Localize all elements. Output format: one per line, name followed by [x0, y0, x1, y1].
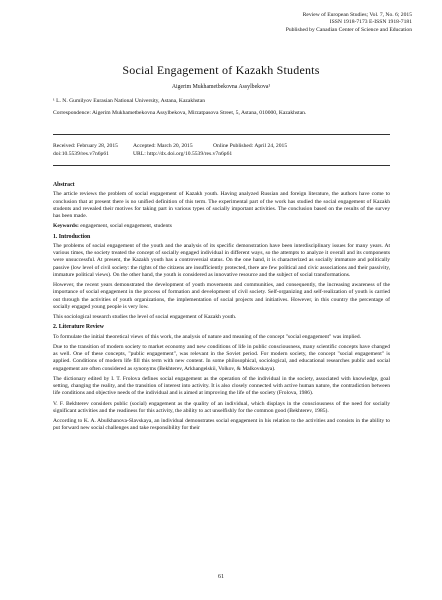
received-date: Received: February 28, 2015: [53, 143, 118, 149]
keywords-list: engagement, social engagement, students: [78, 223, 172, 230]
section-1-paragraph-1: The problems of social engagement of the youth and the analysis of its specific demonstration have been interdisciplinary issues for many years. At various times, the society treated the concept of socially engaged individual in different ways, so the attempts to analyze it overall and its components were unsuccessful. At present, the Kazakh youth has a controversial status. On the one hand, it is characterized as socially immature and politically passive (low level of civil society: the rights of the citizens are insufficiently protected, there are few political and civic associations and their passivity, immature political views). On the other hand, the youth is considered as innovative resource and the subject of social transformations.: [53, 242, 390, 278]
abstract-text: The article reviews the problem of social engagement of Kazakh youth. Having analyzed Russian and foreign literature, the authors have come to conclusion that at present there is no unified definition of this term. The experimental part of the work has studied the social engagement of Kazakh students and revealed their motives for taking part in various types of socially important activities. The conclusion based on the results of the survey has been made.: [53, 191, 390, 219]
section-2-paragraph-3: The dictionary edited by I. T. Frolova defines social engagement as the operation of the individual in the society, associated with knowledge, goal setting, changing the reality, and the transition of interest into activity. It is also closely connected with active human nature, the contradiction between life conditions and objective needs of the individual and is aimed at improving the life of the society (Frolova, 1986).: [53, 375, 390, 397]
doi-url: URL: http://dx.doi.org/10.5539/res.v7n6p61: [133, 151, 233, 157]
section-2-paragraph-4: V. F. Bekhterev considers public (social) engagement as the quality of an individual, which displays in the consciousness of the need for socially significant activities and the readiness for this activity, the ability to act unselfishly for the common good (Bekhterev, 1985).: [53, 400, 390, 414]
keywords-label: Keywords:: [53, 223, 79, 230]
affiliation: ¹ L. N. Gumilyov Eurasian National University, Astana, Kazakhstan: [53, 98, 206, 104]
section-2-paragraph-5: According to K. A. Abulkhanova-Slavskaya, an individual demonstrates social engagement in his relation to the activities and consists in the ability to put forward new social challenges and take responsibility for their: [53, 418, 390, 432]
abstract-heading: Abstract: [53, 182, 75, 188]
article-body: [53, 179, 390, 436]
section-1-paragraph-3: This sociological research studies the level of social engagement of Kazakh youth.: [53, 314, 237, 320]
author-line: Aigerim Mukhametbekovna Assylbekova¹: [171, 84, 271, 90]
journal-issn: ISSN 1918-7173 E-ISSN 1918-7181: [329, 19, 412, 26]
section-1-paragraph-2: However, the recent years demonstrated the development of youth movements and communities, and consequently, the increasing awareness of the importance of social engagement in the process of formation and development of civil society. Self-organizing and self-realization of youth is carried out through the activities of youth organizations, the implementation of social projects and initiatives. However, in this country the percentage of socially engaged young people is very low.: [53, 282, 390, 310]
section-2-paragraph-1: To formulate the initial theoretical views of this work, the analysis of nature and meaning of the concept "social engagement" was implied.: [53, 333, 362, 340]
paper-title: Social Engagement of Kazakh Students: [122, 63, 320, 77]
publication-dates: [53, 142, 390, 158]
doi: doi:10.5539/res.v7n6p61: [53, 151, 109, 157]
accepted-date: Accepted: March 20, 2015: [133, 143, 193, 149]
journal-header: [286, 12, 412, 34]
online-date: Online Published: April 24, 2015: [213, 143, 288, 149]
correspondence: Correspondence: Aigerim Mukhametbekovna Assylbekova, Mirzatpasova Street, 5, Astana, 010000, Kazakhstan.: [53, 110, 307, 116]
top-divider: [53, 134, 390, 135]
section-2-paragraph-2: Due to the transition of modern society to market economy and new conditions of life in public consciousness, many scientific concepts have changed as well. One of these concepts, "public engagement", was relevant in the Soviet period. For modern society, the concept "social engagement" is applied. Conditions of modern life fill this term with new content. In some philosophical, sociological, and educational researches public and social engagement are often considered as synonyms (Bekhterev, Arkhangelskii, Volkov, & Malkovskaya).: [53, 343, 390, 372]
keywords: [53, 223, 390, 230]
section-1-heading: 1. Introduction: [53, 233, 91, 240]
bottom-divider: [53, 165, 390, 166]
journal-publisher: Published by Canadian Center of Science and Education: [285, 26, 412, 33]
page-number: 61: [218, 574, 224, 580]
section-2-heading: 2. Literature Review: [53, 324, 104, 331]
journal-citation: Review of European Studies; Vol. 7, No. 6; 2015: [302, 12, 412, 18]
